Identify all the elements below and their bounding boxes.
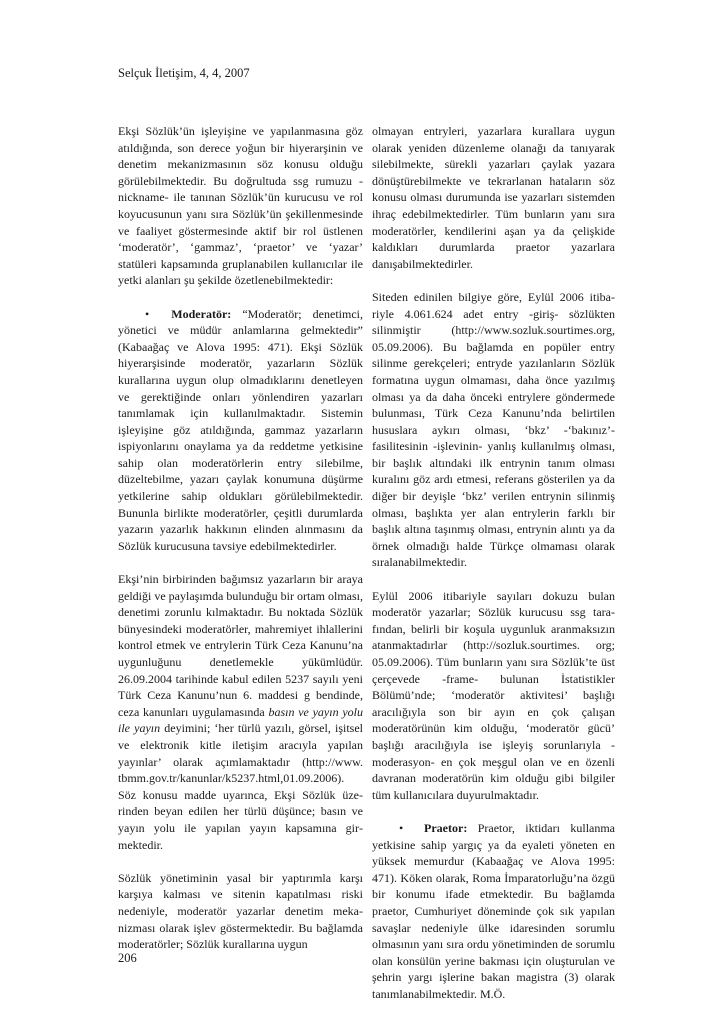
paragraph-intro: Ekşi Sözlük’ün işleyişine ve yapılanmasına göz atıldığında, son derece yoğun bir hiyerarşinin ve denetim mekanizmasının söz konusu olduğu görülebilmektedir. Bu doğrultuda ssg rumuzu -nickname- ile tanınan Sözlük’ün kurucusu ve rol koyucusunun yanı sıra Sözlük’ün şekillenmesinde ve faaliyet göstermesinde aktif bir rol üstlenen ‘moderatör’, ‘gammaz’, ‘praetor’ ve ‘yazar’ statüleri kapsamında gruplanabilen kullanıcılar ile yetki alanları şu şekilde özetlenebilmektedir: — [118, 124, 363, 288]
paragraph-entry-removal: olmayan entryleri, yazarlara kurallara uygun olarak yeniden düzenleme olanağı da tanıyarak silebilmekte, sürekli yazarları çaylak yazara dönüştürebilmekte ve tekrarlanan hataların söz konusu olması durumunda ise yazarları sistemden ihraç edebilmektedirler. Tüm bunların yanı sıra moderatörler, kendilerini aşan ya da çelişkide kaldıkları durumlarda praetor yazarlara danışabilmektedirler. — [372, 124, 615, 271]
bullet-icon: • — [399, 820, 404, 835]
right-column — [372, 123, 615, 1002]
paragraph-praetor — [372, 820, 615, 1003]
paragraph-legal-sanction: Sözlük yönetiminin yasal bir yaptırımla karşı karşıya kalması ve sitenin kapatılması riski nedeniyle, moderatör yazarlar denetim mekanizması olarak işlev göstermektedir. Bu bağlamda moderatörler; Sözlük kurallarına uygun — [118, 870, 363, 952]
left-column — [118, 123, 363, 953]
running-head: Selçuk İletişim, 4, 4, 2007 — [118, 66, 250, 80]
paragraph-turkish-penal-code — [118, 571, 363, 853]
penal-code-text-a: Ekşi’nin birbirinden bağımsız yazarların bir araya geldiği ve paylaşımda bulunduğu bir ortam olması, denetimi zorunlu kılmaktadır. Bu noktada Sözlük bünyesindeki moderatörler, mahremiyet ihlallerini kontrol etmek ve entrylerin Türk Ceza Kanunu’na uygunluğunu denetlemekle yükümlüdür. 26.09.2004 tarihinde kabul edilen 5237 sayılı yeni Türk Ceza Kanunu’nun 6. maddesi g bendinde, ceza kanunları uygulamasında — [118, 572, 363, 719]
penal-code-italic-term: basın ve yayın yolu ile yayın — [118, 704, 363, 736]
praetor-definition: Praetor, iktidarı kullanma yetkisine sahip yargıç ya da eyaleti yöneten en yüksek memurdur (Kabaağaç ve Alova 1995: 471). Köken olarak, Roma İmparatorluğu’na özgü bir konumu ifade etmektedir. Bu bağlamda praetor, Cumhuriyet döneminde çok sık yapılan savaşlar nedeniyle ülke idaresinden sorumlu olmasının yanı sıra ordu yönetiminden de sorumlu olan konsülün yerine bakması için oluşturulan ve şehrin yargı işlerine bakan magistra (3) olarak tanımlanabilmektedir. M.Ö. — [372, 820, 616, 1001]
moderator-definition: “Moderatör; denetimci, yönetici ve müdür anlamlarına gelmektedir” (Kabaağaç ve Alova 1995: 471). Ekşi Sözlük hiyerarşisinde moderatör, yazarların Sözlük kurallarına uygun olup olmadıklarını denetleyen ve gerektiğinde onları yönlendiren yazarları tanımlamak için kullanılmaktadır. Sistemin işleyişine göz atıldığında, gammaz yazarların ispiyonlarını onaylama ya da reddetme yetkisine sahip olan moderatörlerin entry silebilme, düzeltebilme, yazarı çaylak konumuna düşürme yetkilerine sahip oldukları görülebilmektedir. Bununla birlikte moderatörler, çeşitli durumlarda yazarın yazarlık hakkının elinden alınmasını da Sözlük kurucusuna tavsiye edebilmektedirler. — [118, 306, 363, 553]
penal-code-text-b: deyimini; ‘her türlü yazılı, görsel, işitsel ve elektronik kitle iletişim aracıyla yapılan yayınlar’ olarak açımlamaktadır (http://www. tbmm.gov.tr/kanunlar/k5237.html,01.09.2006). Söz konusu madde uyarınca, Ekşi Sözlük üzerinden beyan edilen her türlü düşünce; basın ve yayın yolu ile yapılan yayın kapsamına girmektedir. — [118, 721, 363, 852]
paragraph-moderator-count: Eylül 2006 itibariyle sayıları dokuzu bulan moderatör yazarlar; Sözlük kurucusu ssg tarafından, belirli bir koşula uygunluk aranmaksızın atanmaktadırlar (http://sozluk.sourtimes. org; 05.09.2006). Tüm bunların yanı sıra Sözlük’te üst çerçevede -frame- bulunan İstatistikler Bölümü’nde; ‘moderatör aktivitesi’ başlığı aracılığıyla son bir ayın en çok çalışan moderatörünün kim olduğu, ‘moderatör gücü’ başlığı aracılığıyla ise işleyiş sorunlarıyla -moderasyon- en çok meşgul olan ve en özenli davranan moderatörün kim olduğu gibi bilgiler tüm kullanıcılara duyurulmaktadır. — [372, 588, 615, 802]
term-praetor: Praetor: — [424, 820, 468, 835]
term-moderator: Moderatör: — [171, 306, 232, 321]
bullet-icon: • — [145, 306, 150, 321]
page-number: 206 — [118, 951, 137, 965]
paragraph-moderator — [118, 306, 363, 555]
paragraph-deletion-reasons: Siteden edinilen bilgiye göre, Eylül 2006 itibariyle 4.061.624 adet entry -giriş- sözlükten silinmiştir (http://www.sozluk.sourtimes.org, 05.09.2006). Bu bağlamda en popüler entry silinme gerekçeleri; entryde yazılanların Sözlük formatına uygun olmaması, daha önce yazılmış olması ya da daha önceki entrylere göndermede bulunması, Türk Ceza Kanunu’nda belirtilen hususlara aykırı olması, ‘bkz’ -‘bakınız’- fasilitesinin -işlevinin- yanlış kullanılmış olması, bir başlık altındaki ilk entrynin tanım olması kuralını göz ardı etmesi, referans gösterilen ya da diğer bir deyişle ‘bkz’ verilen entrynin silinmiş olması, başlıkta yer alan entrylerin farklı bir başlık altına taşınmış olması, entrynin alıntı ya da örnek olmadığı halde Türkçe olmaması olarak sıralanabilmektedir. — [372, 289, 615, 570]
